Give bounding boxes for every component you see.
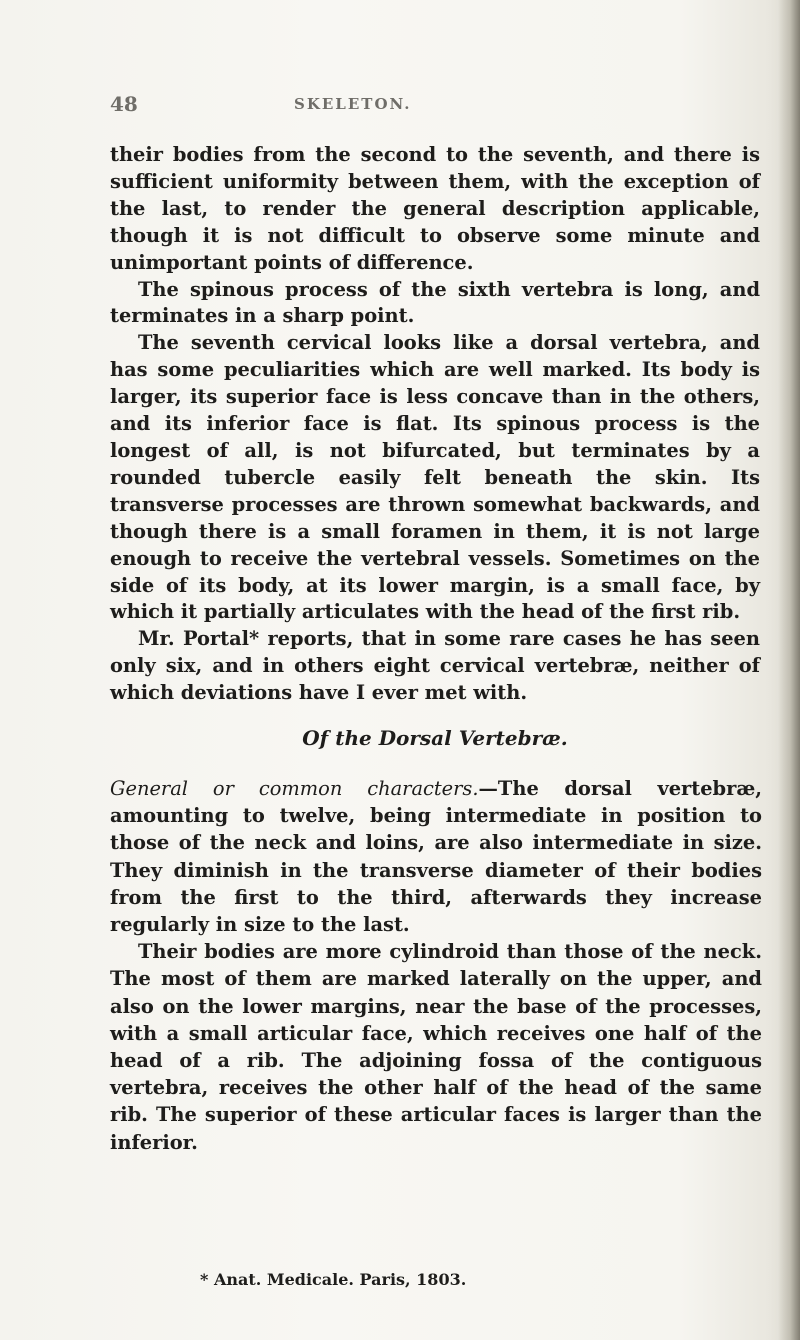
section-text (110, 775, 762, 1156)
paragraph (110, 775, 762, 938)
page-number: 48 (110, 92, 138, 116)
page-edge-shadow (778, 0, 800, 1340)
paragraph: The spinous process of the sixth vertebra is long, and terminates in a sharp point. (110, 277, 760, 328)
section-heading: Of the Dorsal Vertebræ. (302, 726, 568, 750)
paragraph-text: —The dorsal vertebræ, amounting to twelve, being intermediate in position to those of the neck and loins, are also intermediate in size. They diminish in the transverse diameter of their bodies from the first to the third, afterwards they increase regularly in size to the last. (110, 777, 762, 937)
paragraph: Their bodies are more cylindroid than those of the neck. The most of them are marked laterally on the upper, and also on the lower margins, near the base of the processes, with a small articular face, which receives one half of the head of a rib. The adjoining fossa of the contiguous vertebra, receives the other half of the head of the same rib. The superior of these articular faces is larger than the inferior. (110, 940, 762, 1154)
running-head: SKELETON. (294, 95, 412, 113)
body-text (110, 142, 760, 707)
paragraph: their bodies from the second to the seventh, and there is sufficient uniformity between them, with the exception of the last, to render the general description applicable, though it is not difficult to observe some minute and unimportant points of difference. (110, 143, 760, 274)
paragraph: The seventh cervical looks like a dorsal vertebra, and has some peculiarities which are well marked. Its body is larger, its superior face is less concave than in the others, and its inferior face is flat. Its spinous process is the longest of all, is not bifurcated, but terminates by a rounded tubercle easily felt beneath the skin. Its transverse processes are thrown somewhat backwards, and though there is a small foramen in them, it is not large enough to receive the vertebral vessels. Sometimes on the side of its body, at its lower margin, is a small face, by which it partially articulates with the head of the first rib. (110, 331, 760, 624)
page-header (110, 92, 750, 122)
lead-phrase: General or common characters. (110, 777, 479, 800)
footnote: * Anat. Medicale. Paris, 1803. (200, 1270, 467, 1289)
paragraph: Mr. Portal* reports, that in some rare cases he has seen only six, and in others eight cervical vertebræ, neither of which deviations have I ever met with. (110, 627, 760, 705)
